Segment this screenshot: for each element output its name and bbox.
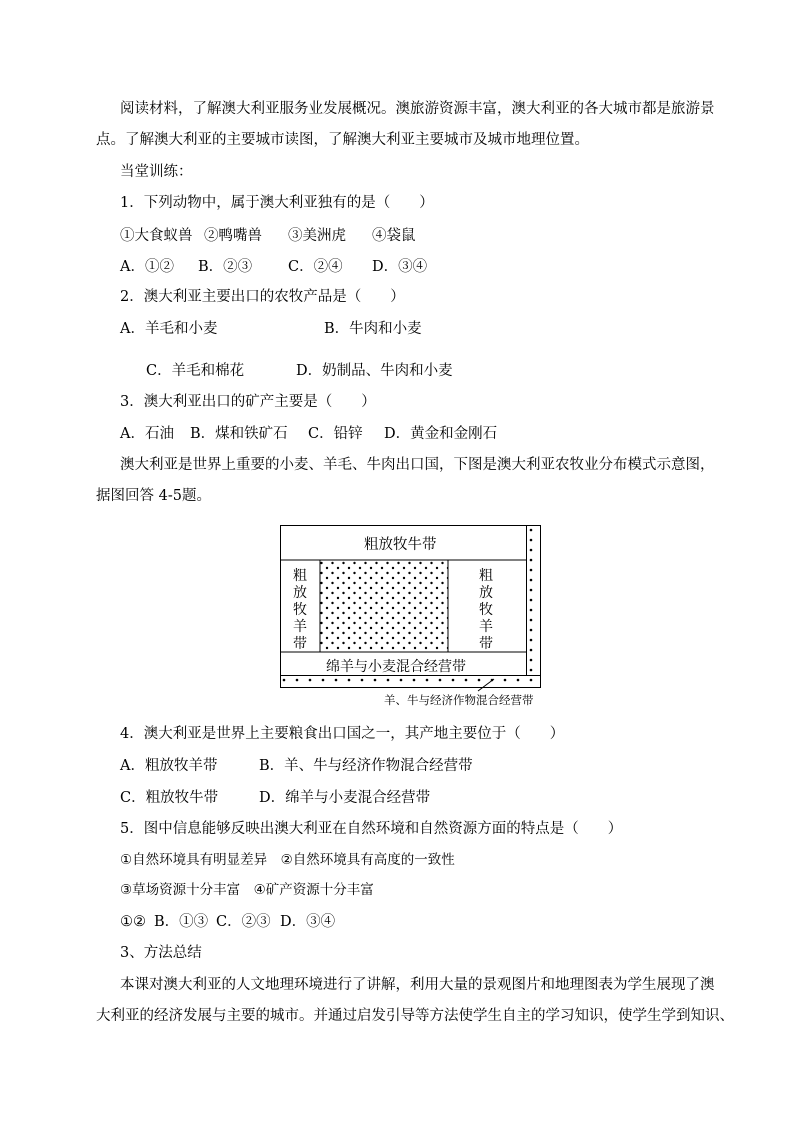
q4-option-d: D．绵羊与小麦混合经营带 xyxy=(259,790,431,806)
q5-stem: 5．图中信息能够反映出澳大利亚在自然环境和自然资源方面的特点是（ ） xyxy=(120,821,623,837)
q1-option-a: A．①② xyxy=(120,259,174,275)
q1-option-b: B．②③ xyxy=(198,259,253,275)
q1-item-4: ④袋鼠 xyxy=(372,228,416,244)
q4-option-a: A．粗放牧羊带 xyxy=(120,758,218,774)
q4-option-c: C．粗放牧牛带 xyxy=(120,790,219,806)
passage-line-1: 澳大利亚是世界上重要的小麦、羊毛、牛肉出口国，下图是澳大利亚农牧业分布模式示意图， xyxy=(120,457,715,473)
q1-item-3: ③美洲虎 xyxy=(288,228,346,244)
q5-option-b: B．①③ xyxy=(154,914,209,930)
q3-option-d: D．黄金和金刚石 xyxy=(384,426,498,442)
q1-option-c: C．②④ xyxy=(288,259,343,275)
q2-stem: 2．澳大利亚主要出口的农牧产品是（ ） xyxy=(120,289,405,305)
summary-line-2: 大利亚的经济发展与主要的城市。并通过启发引导等方法使学生自主的学习知识，使学生学到知识、 xyxy=(96,1008,734,1024)
q3-options xyxy=(120,424,497,444)
left-band-label: 粗放牧羊带 xyxy=(293,568,307,652)
summary-heading: 3、方法总结 xyxy=(120,945,202,961)
farming-distribution-diagram xyxy=(280,525,542,711)
right-coastal-strip xyxy=(527,526,541,676)
q5-option-d: D．③④ xyxy=(280,914,336,930)
q2-option-a: A．羊毛和小麦 xyxy=(120,321,218,337)
q2-option-b: B．牛肉和小麦 xyxy=(324,321,422,337)
center-dotted-area xyxy=(321,561,448,652)
passage-line-2: 据图回答 4-5题。 xyxy=(96,488,211,504)
right-band-label: 粗放牧羊带 xyxy=(479,568,493,652)
q5-items-2: ③草场资源十分丰富 ④矿产资源十分丰富 xyxy=(120,882,374,898)
q2-option-d: D．奶制品、牛肉和小麦 xyxy=(296,363,453,379)
q1-options xyxy=(120,257,427,277)
q1-item-1: ①大食蚁兽 xyxy=(120,228,193,244)
q3-option-a: A．石油 xyxy=(120,426,174,442)
q5-items-1: ①自然环境具有明显差异 ②自然环境具有高度的一致性 xyxy=(120,852,455,868)
q1-option-d: D．③④ xyxy=(372,259,428,275)
q3-option-b: B．煤和铁矿石 xyxy=(190,426,288,442)
bottom-coastal-strip xyxy=(281,676,541,688)
q2-option-c: C．羊毛和棉花 xyxy=(146,363,245,379)
diagram-caption: 羊、牛与经济作物混合经营带 xyxy=(384,693,534,707)
intro-line-2: 点。了解澳大利亚的主要城市读图，了解澳大利亚主要城市及城市地理位置。 xyxy=(96,132,589,148)
q4-option-b: B．羊、牛与经济作物混合经营带 xyxy=(259,758,473,774)
q3-option-c: C．铅锌 xyxy=(308,426,363,442)
q5-option-a: ①② xyxy=(120,914,146,930)
summary-line-1: 本课对澳大利亚的人文地理环境进行了讲解，利用大量的景观图片和地理图表为学生展现了澳 xyxy=(120,977,715,993)
q3-stem: 3．澳大利亚出口的矿产主要是（ ） xyxy=(120,394,376,410)
top-band-label: 粗放牧牛带 xyxy=(364,537,437,553)
intro-line-1: 阅读材料，了解澳大利亚服务业发展概况。澳旅游资源丰富，澳大利亚的各大城市都是旅游景 xyxy=(120,101,715,117)
practice-heading: 当堂训练： xyxy=(120,164,193,180)
q4-stem: 4．澳大利亚是世界上主要粮食出口国之一，其产地主要位于（ ） xyxy=(120,726,565,742)
q5-option-c: C．②③ xyxy=(216,914,271,930)
q1-item-2: ②鸭嘴兽 xyxy=(204,228,262,244)
mixed-band-label: 绵羊与小麦混合经营带 xyxy=(326,659,466,675)
q1-stem: 1．下列动物中，属于澳大利亚独有的是（ ） xyxy=(120,195,434,211)
q5-options xyxy=(120,912,335,932)
q1-items xyxy=(120,226,416,246)
